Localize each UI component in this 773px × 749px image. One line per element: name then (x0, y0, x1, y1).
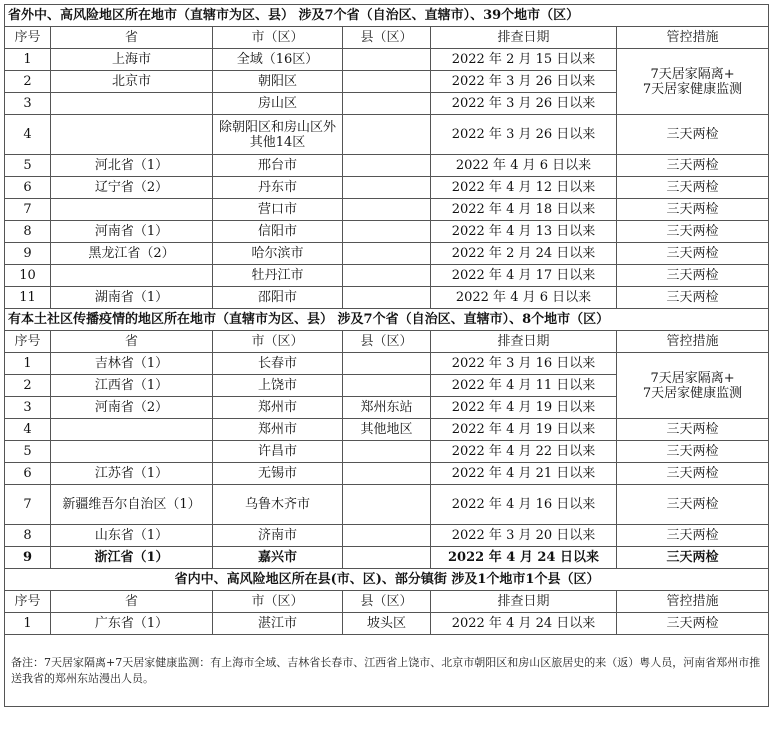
table-row (5, 485, 769, 525)
row-no: 3 (5, 93, 51, 115)
row-county (343, 177, 431, 199)
section2-header-row (5, 331, 769, 353)
row-measure: 三天两检 (617, 155, 769, 177)
row-province: 北京市 (51, 71, 213, 93)
row-city: 全域（16区） (213, 49, 343, 71)
header-province: 省 (51, 591, 213, 613)
row-province: 辽宁省（2） (51, 177, 213, 199)
table-row (5, 221, 769, 243)
row-city: 房山区 (213, 93, 343, 115)
table-row (5, 199, 769, 221)
section3-title-row (5, 569, 769, 591)
row-no: 4 (5, 419, 51, 441)
row-no: 1 (5, 49, 51, 71)
row-measure: 三天两检 (617, 265, 769, 287)
row-date: 2022 年 4 月 22 日以来 (431, 441, 617, 463)
table-row (5, 353, 769, 375)
row-city: 除朝阳区和房山区外其他14区 (213, 115, 343, 155)
row-date: 2022 年 4 月 11 日以来 (431, 375, 617, 397)
row-date: 2022 年 2 月 24 日以来 (431, 243, 617, 265)
row-no: 8 (5, 221, 51, 243)
row-date: 2022 年 3 月 20 日以来 (431, 525, 617, 547)
row-province: 黑龙江省（2） (51, 243, 213, 265)
row-date: 2022 年 4 月 18 日以来 (431, 199, 617, 221)
row-date: 2022 年 4 月 16 日以来 (431, 485, 617, 525)
row-county: 郑州东站 (343, 397, 431, 419)
row-measure: 三天两检 (617, 419, 769, 441)
row-date: 2022 年 4 月 17 日以来 (431, 265, 617, 287)
row-city: 朝阳区 (213, 71, 343, 93)
row-province: 吉林省（1） (51, 353, 213, 375)
row-city: 郑州市 (213, 419, 343, 441)
row-measure: 三天两检 (617, 221, 769, 243)
row-county (343, 441, 431, 463)
header-county: 县（区） (343, 591, 431, 613)
section1-header-row (5, 27, 769, 49)
row-county (343, 375, 431, 397)
table-row (5, 155, 769, 177)
row-date: 2022 年 3 月 26 日以来 (431, 115, 617, 155)
row-measure: 三天两检 (617, 485, 769, 525)
row-city: 信阳市 (213, 221, 343, 243)
row-city: 湛江市 (213, 613, 343, 635)
section2-title: 有本土社区传播疫情的地区所在地市（直辖市为区、县） 涉及7个省（自治区、直辖市）、8个地市（区） (5, 309, 769, 331)
header-date: 排查日期 (431, 27, 617, 49)
section3-header-row (5, 591, 769, 613)
merged-measure: 7天居家隔离+ 7天居家健康监测 (617, 49, 769, 115)
header-city: 市（区） (213, 27, 343, 49)
row-county (343, 155, 431, 177)
header-province: 省 (51, 331, 213, 353)
row-county: 坡头区 (343, 613, 431, 635)
row-no: 7 (5, 199, 51, 221)
row-province (51, 441, 213, 463)
row-no: 11 (5, 287, 51, 309)
table-row (5, 463, 769, 485)
row-no: 1 (5, 613, 51, 635)
row-county (343, 287, 431, 309)
row-province: 浙江省（1） (51, 547, 213, 569)
row-city: 济南市 (213, 525, 343, 547)
risk-area-document (4, 4, 768, 707)
row-city: 哈尔滨市 (213, 243, 343, 265)
merged-measure: 7天居家隔离+ 7天居家健康监测 (617, 353, 769, 419)
row-no: 8 (5, 525, 51, 547)
row-measure: 三天两检 (617, 115, 769, 155)
row-county (343, 115, 431, 155)
row-province: 河南省（1） (51, 221, 213, 243)
table-row (5, 265, 769, 287)
row-province: 上海市 (51, 49, 213, 71)
header-no: 序号 (5, 331, 51, 353)
header-no: 序号 (5, 591, 51, 613)
header-city: 市（区） (213, 331, 343, 353)
row-county (343, 221, 431, 243)
row-no: 4 (5, 115, 51, 155)
row-province: 山东省（1） (51, 525, 213, 547)
table-row (5, 243, 769, 265)
row-no: 6 (5, 463, 51, 485)
row-measure: 三天两检 (617, 547, 769, 569)
row-measure: 三天两检 (617, 243, 769, 265)
row-province: 江苏省（1） (51, 463, 213, 485)
row-county (343, 525, 431, 547)
row-county (343, 49, 431, 71)
row-no: 5 (5, 155, 51, 177)
row-no: 5 (5, 441, 51, 463)
row-measure: 三天两检 (617, 199, 769, 221)
header-measure: 管控措施 (617, 27, 769, 49)
row-no: 9 (5, 547, 51, 569)
header-no: 序号 (5, 27, 51, 49)
header-county: 县（区） (343, 27, 431, 49)
row-no: 3 (5, 397, 51, 419)
footnote: 备注：7天居家隔离+7天居家健康监测：有上海市全域、吉林省长春市、江西省上饶市、北京市朝阳区和房山区旅居史的来（返）粤人员，河南省郑州市推送我省的郑州东站漫出人员。 (5, 635, 769, 707)
row-date: 2022 年 4 月 6 日以来 (431, 287, 617, 309)
row-city: 嘉兴市 (213, 547, 343, 569)
row-province (51, 93, 213, 115)
row-county (343, 485, 431, 525)
row-no: 10 (5, 265, 51, 287)
row-measure: 三天两检 (617, 463, 769, 485)
header-city: 市（区） (213, 591, 343, 613)
row-city: 许昌市 (213, 441, 343, 463)
row-province (51, 115, 213, 155)
row-county (343, 93, 431, 115)
row-city: 邢台市 (213, 155, 343, 177)
row-county (343, 199, 431, 221)
row-county (343, 243, 431, 265)
section1-title-row (5, 5, 769, 27)
row-province: 江西省（1） (51, 375, 213, 397)
row-date: 2022 年 4 月 13 日以来 (431, 221, 617, 243)
row-county (343, 463, 431, 485)
table-row (5, 441, 769, 463)
table-row (5, 419, 769, 441)
row-province (51, 199, 213, 221)
row-city: 牡丹江市 (213, 265, 343, 287)
table-row (5, 547, 769, 569)
row-date: 2022 年 4 月 6 日以来 (431, 155, 617, 177)
header-county: 县（区） (343, 331, 431, 353)
row-no: 9 (5, 243, 51, 265)
row-measure: 三天两检 (617, 441, 769, 463)
header-measure: 管控措施 (617, 591, 769, 613)
row-date: 2022 年 4 月 21 日以来 (431, 463, 617, 485)
row-province: 河南省（2） (51, 397, 213, 419)
row-date: 2022 年 3 月 16 日以来 (431, 353, 617, 375)
row-no: 2 (5, 375, 51, 397)
row-date: 2022 年 3 月 26 日以来 (431, 93, 617, 115)
table-row (5, 49, 769, 71)
row-date: 2022 年 4 月 24 日以来 (431, 613, 617, 635)
row-date: 2022 年 4 月 19 日以来 (431, 397, 617, 419)
row-measure: 三天两检 (617, 525, 769, 547)
section2-title-row (5, 309, 769, 331)
row-measure: 三天两检 (617, 287, 769, 309)
row-city: 无锡市 (213, 463, 343, 485)
row-measure: 三天两检 (617, 613, 769, 635)
row-date: 2022 年 2 月 15 日以来 (431, 49, 617, 71)
header-date: 排查日期 (431, 331, 617, 353)
header-province: 省 (51, 27, 213, 49)
row-no: 2 (5, 71, 51, 93)
row-date: 2022 年 3 月 26 日以来 (431, 71, 617, 93)
row-county: 其他地区 (343, 419, 431, 441)
row-city: 丹东市 (213, 177, 343, 199)
row-county (343, 353, 431, 375)
row-province: 河北省（1） (51, 155, 213, 177)
row-measure: 三天两检 (617, 177, 769, 199)
row-county (343, 547, 431, 569)
row-city: 营口市 (213, 199, 343, 221)
row-province: 广东省（1） (51, 613, 213, 635)
row-province (51, 419, 213, 441)
row-county (343, 265, 431, 287)
table-row (5, 287, 769, 309)
table-row (5, 115, 769, 155)
section1-title: 省外中、高风险地区所在地市（直辖市为区、县） 涉及7个省（自治区、直辖市）、39个地市（区） (5, 5, 769, 27)
row-date: 2022 年 4 月 19 日以来 (431, 419, 617, 441)
row-date: 2022 年 4 月 24 日以来 (431, 547, 617, 569)
row-no: 7 (5, 485, 51, 525)
header-date: 排查日期 (431, 591, 617, 613)
risk-area-table (4, 4, 769, 707)
row-province (51, 265, 213, 287)
row-city: 长春市 (213, 353, 343, 375)
row-city: 上饶市 (213, 375, 343, 397)
header-measure: 管控措施 (617, 331, 769, 353)
table-row (5, 525, 769, 547)
note-row (5, 635, 769, 707)
row-city: 邵阳市 (213, 287, 343, 309)
table-row (5, 613, 769, 635)
section3-title: 省内中、高风险地区所在县(市、区)、部分镇街 涉及1个地市1个县（区） (5, 569, 769, 591)
row-no: 1 (5, 353, 51, 375)
row-county (343, 71, 431, 93)
row-city: 乌鲁木齐市 (213, 485, 343, 525)
table-row (5, 177, 769, 199)
row-city: 郑州市 (213, 397, 343, 419)
row-no: 6 (5, 177, 51, 199)
row-date: 2022 年 4 月 12 日以来 (431, 177, 617, 199)
row-province: 湖南省（1） (51, 287, 213, 309)
row-province: 新疆维吾尔自治区（1） (51, 485, 213, 525)
